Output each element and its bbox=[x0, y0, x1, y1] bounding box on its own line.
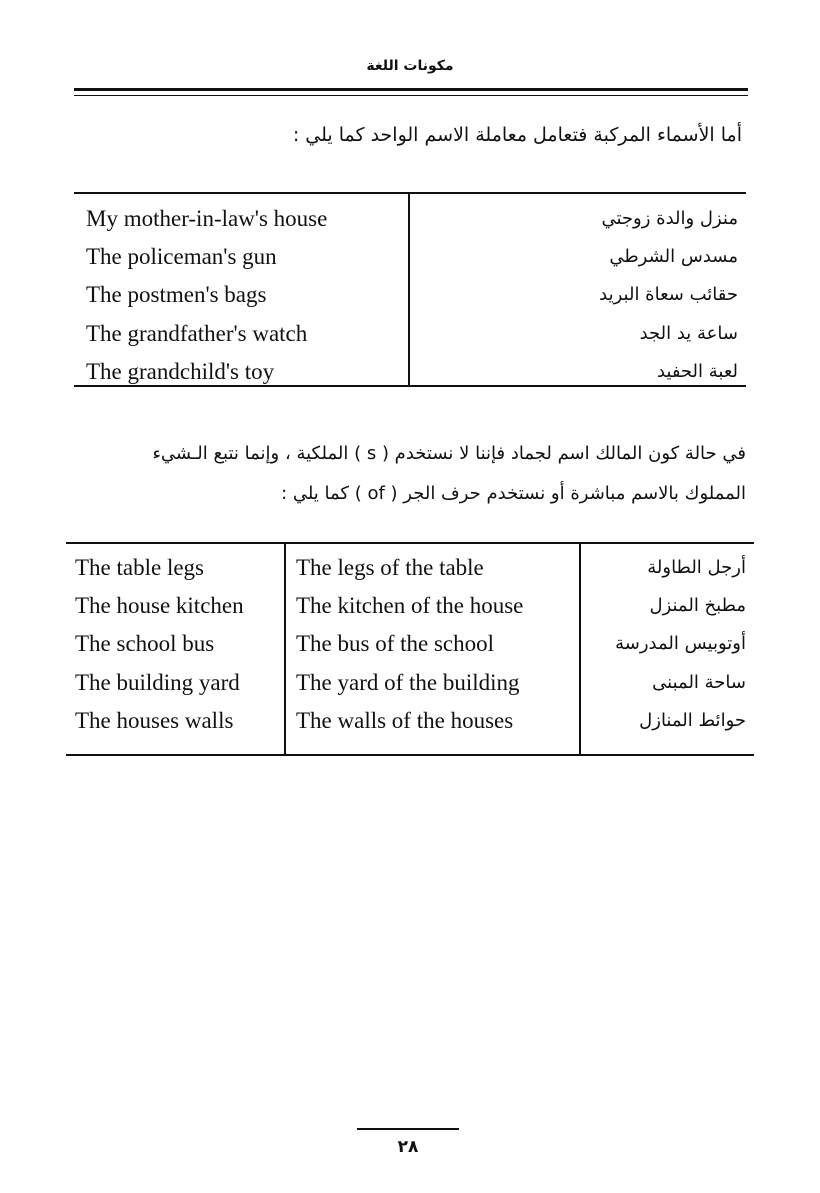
table-row-arabic: لعبة الحفيد bbox=[656, 360, 738, 382]
table-row-of-form: The bus of the school bbox=[296, 631, 495, 657]
table-row-arabic: مسدس الشرطي bbox=[609, 246, 738, 268]
table-row-arabic: ساحة المبنى bbox=[652, 671, 746, 693]
table-column-divider bbox=[408, 194, 410, 385]
header-rule-thin bbox=[74, 95, 748, 96]
table-row-english: The postmen's bags bbox=[86, 282, 267, 308]
page-number: ٢٨ bbox=[397, 1137, 419, 1157]
table-row-english: The grandfather's watch bbox=[86, 320, 308, 346]
table-row-english: The grandchild's toy bbox=[86, 358, 275, 384]
table-row-english: The policeman's gun bbox=[86, 244, 277, 270]
arabic-column bbox=[586, 552, 746, 743]
footer-rule bbox=[357, 1128, 459, 1130]
possessive-table bbox=[74, 192, 746, 387]
arabic-column bbox=[418, 203, 738, 394]
table-column-divider bbox=[284, 544, 286, 754]
table-row-arabic: منزل والدة زوجتي bbox=[601, 208, 738, 229]
intro-paragraph: أما الأسماء المركبة فتعامل معاملة الاسم الواحد كما يلي : bbox=[292, 124, 742, 146]
table-row-of-form: The legs of the table bbox=[296, 555, 484, 580]
table-row-short: The houses walls bbox=[75, 707, 234, 733]
table-row-of-form: The kitchen of the house bbox=[296, 593, 524, 619]
table-row-short: The school bus bbox=[75, 631, 215, 657]
english-column bbox=[86, 203, 404, 394]
table-row-short: The table legs bbox=[75, 555, 205, 580]
table-row-arabic: أرجل الطاولة bbox=[647, 557, 746, 578]
paragraph-line: المملوك بالاسم مباشرة أو نستخدم حرف الجر ( of ) كما يلي : bbox=[281, 483, 746, 504]
table-row-arabic: حوائط المنازل bbox=[639, 709, 746, 731]
table-row-short: The building yard bbox=[75, 669, 240, 695]
table-row-arabic: أوتوبيس المدرسة bbox=[615, 633, 746, 655]
table-row-short: The house kitchen bbox=[75, 593, 244, 619]
running-header-title: مكونات اللغة bbox=[366, 58, 454, 74]
table-row-arabic: ساعة يد الجد bbox=[639, 322, 738, 344]
table-column-divider bbox=[579, 544, 581, 754]
table-row-arabic: مطبخ المنزل bbox=[649, 595, 746, 617]
paragraph-line: في حالة كون المالك اسم لجماد فإننا لا نستخدم ( s ) الملكية ، وإنما نتبع الـشيء bbox=[152, 443, 746, 464]
table-row-english: My mother-in-law's house bbox=[86, 206, 328, 231]
table-row-arabic: حقائب سعاة البريد bbox=[599, 284, 738, 306]
header-rule-thick bbox=[74, 88, 748, 91]
short-form-column bbox=[75, 552, 280, 743]
of-form-column bbox=[296, 552, 576, 743]
inanimate-possession-table bbox=[66, 542, 754, 756]
table-row-of-form: The yard of the building bbox=[296, 669, 520, 695]
table-row-of-form: The walls of the houses bbox=[296, 707, 514, 733]
explanation-paragraph bbox=[66, 434, 746, 514]
